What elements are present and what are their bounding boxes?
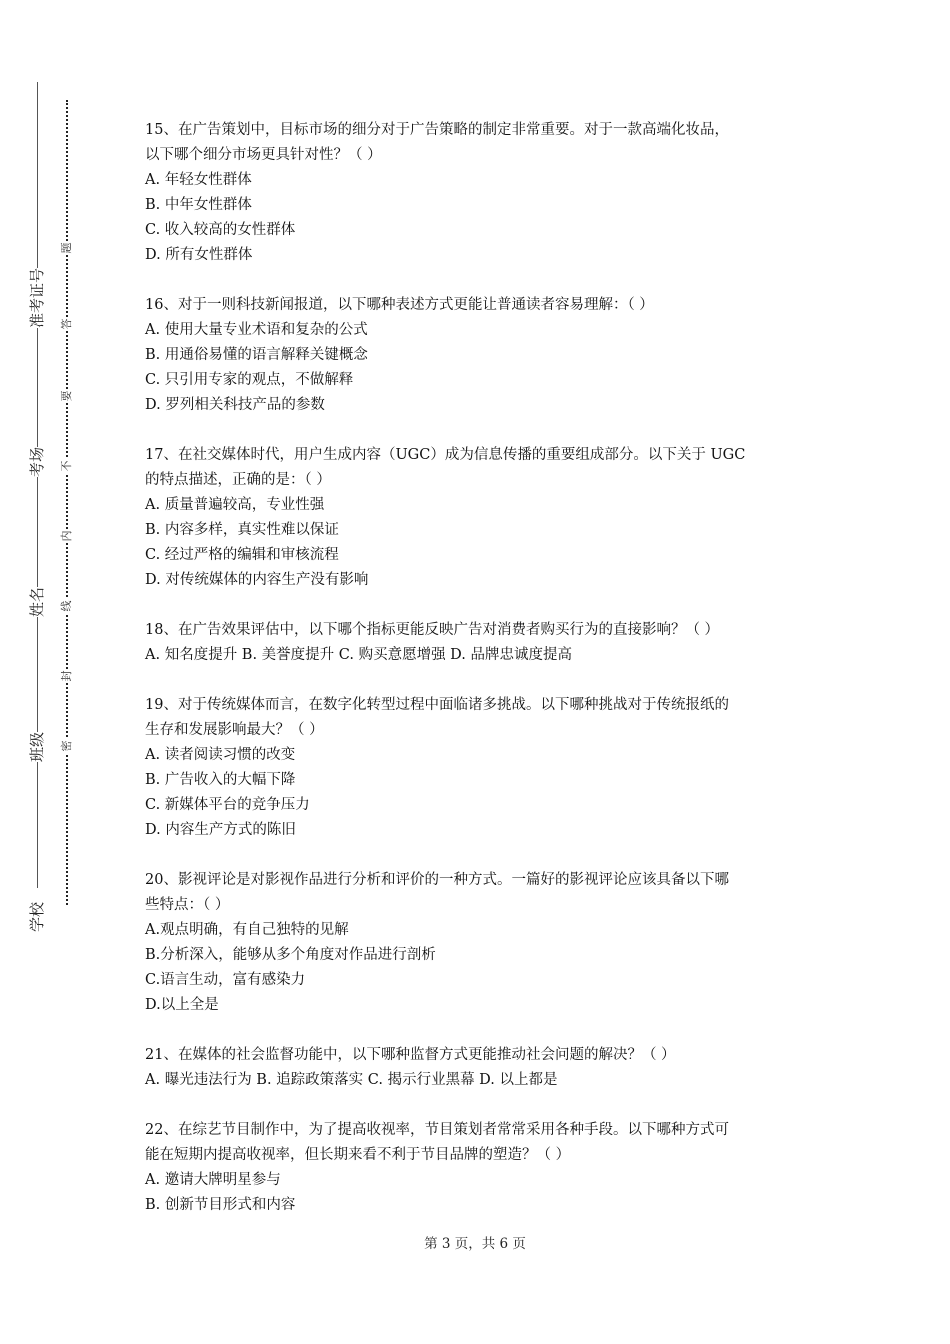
answer-option: C.语言生动，富有感染力 xyxy=(145,972,306,988)
answer-option: D.以上全是 xyxy=(145,997,219,1013)
question-stem: 16、对于一则科技新闻报道，以下哪种表述方式更能让普通读者容易理解：（ ） xyxy=(145,297,654,313)
question-stem: 的特点描述，正确的是：（ ） xyxy=(145,472,331,488)
answer-option: A. 读者阅读习惯的改变 xyxy=(145,747,296,763)
exam-room-label: 考场 xyxy=(28,446,46,477)
question-20 xyxy=(145,868,815,1018)
page-footer: 第 3 页，共 6 页 xyxy=(424,1236,526,1252)
question-17 xyxy=(145,443,815,593)
answer-option: D. 罗列相关科技产品的参数 xyxy=(145,397,325,413)
class-label: 班级 xyxy=(28,731,46,762)
seal-char: 题 xyxy=(60,242,73,254)
answer-option: A. 年轻女性群体 xyxy=(145,172,252,188)
answer-option: A. 邀请大牌明星参与 xyxy=(145,1172,281,1188)
question-stem: 以下哪个细分市场更具针对性？（ ） xyxy=(145,147,382,163)
question-19 xyxy=(145,693,815,843)
seal-char: 封 xyxy=(60,670,73,682)
question-15 xyxy=(145,118,815,268)
answer-option: B. 内容多样，真实性难以保证 xyxy=(145,522,339,538)
answer-option: B. 创新节目形式和内容 xyxy=(145,1197,296,1213)
seal-char: 线 xyxy=(60,600,73,612)
answer-option: A. 质量普遍较高，专业性强 xyxy=(145,497,325,513)
question-stem: 17、在社交媒体时代，用户生成内容（UGC）成为信息传播的重要组成部分。以下关于 UGC xyxy=(145,447,746,463)
answer-option: C. 收入较高的女性群体 xyxy=(145,222,296,238)
question-stem: 22、在综艺节目制作中，为了提高收视率，节目策划者常常采用各种手段。以下哪种方式可 xyxy=(145,1122,729,1138)
question-21 xyxy=(145,1043,815,1093)
question-18 xyxy=(145,618,815,668)
answer-option: C. 新媒体平台的竞争压力 xyxy=(145,797,310,813)
answer-option: A. 使用大量专业术语和复杂的公式 xyxy=(145,322,368,338)
seal-char: 不 xyxy=(60,460,73,472)
question-stem: 21、在媒体的社会监督功能中，以下哪种监督方式更能推动社会问题的解决？（ ） xyxy=(145,1047,676,1063)
seal-char: 内 xyxy=(60,530,73,542)
question-stem: 18、在广告效果评估中，以下哪个指标更能反映广告对消费者购买行为的直接影响？（ ） xyxy=(145,622,720,638)
answer-option: A. 知名度提升 B. 美誉度提升 C. 购买意愿增强 D. 品牌忠诚度提高 xyxy=(145,647,573,663)
answer-option: B.分析深入，能够从多个角度对作品进行剖析 xyxy=(145,947,436,963)
question-stem: 20、影视评论是对影视作品进行分析和评价的一种方式。一篇好的影视评论应该具备以下哪 xyxy=(145,872,729,888)
answer-option: A. 曝光违法行为 B. 追踪政策落实 C. 揭示行业黑幕 D. 以上都是 xyxy=(145,1072,558,1088)
answer-option: C. 经过严格的编辑和审核流程 xyxy=(145,547,339,563)
question-stem: 15、在广告策划中，目标市场的细分对于广告策略的制定非常重要。对于一款高端化妆品， xyxy=(145,122,729,138)
answer-option: B. 中年女性群体 xyxy=(145,197,252,213)
answer-option: A.观点明确，有自己独特的见解 xyxy=(145,922,349,938)
binding-solid-line xyxy=(37,82,38,888)
seal-dotted-line xyxy=(66,100,68,905)
question-22 xyxy=(145,1118,815,1218)
answer-option: D. 所有女性群体 xyxy=(145,247,253,263)
answer-option: C. 只引用专家的观点，不做解释 xyxy=(145,372,354,388)
question-stem: 些特点：（ ） xyxy=(145,897,230,913)
seal-char: 答 xyxy=(60,318,73,330)
name-label: 姓名 xyxy=(28,586,46,617)
answer-option: D. 对传统媒体的内容生产没有影响 xyxy=(145,572,369,588)
seal-char: 要 xyxy=(60,390,73,402)
question-16 xyxy=(145,293,815,418)
question-list xyxy=(145,118,815,1243)
question-stem: 能在短期内提高收视率，但长期来看不利于节目品牌的塑造？（ ） xyxy=(145,1147,571,1163)
question-stem: 生存和发展影响最大？（ ） xyxy=(145,722,324,738)
answer-option: D. 内容生产方式的陈旧 xyxy=(145,822,296,838)
answer-option: B. 广告收入的大幅下降 xyxy=(145,772,296,788)
seal-char: 密 xyxy=(60,740,73,752)
school-label: 学校 xyxy=(28,901,46,932)
answer-option: B. 用通俗易懂的语言解释关键概念 xyxy=(145,347,368,363)
question-stem: 19、对于传统媒体而言，在数字化转型过程中面临诸多挑战。以下哪种挑战对于传统报纸的 xyxy=(145,697,729,713)
exam-id-label: 准考证号 xyxy=(28,267,46,328)
